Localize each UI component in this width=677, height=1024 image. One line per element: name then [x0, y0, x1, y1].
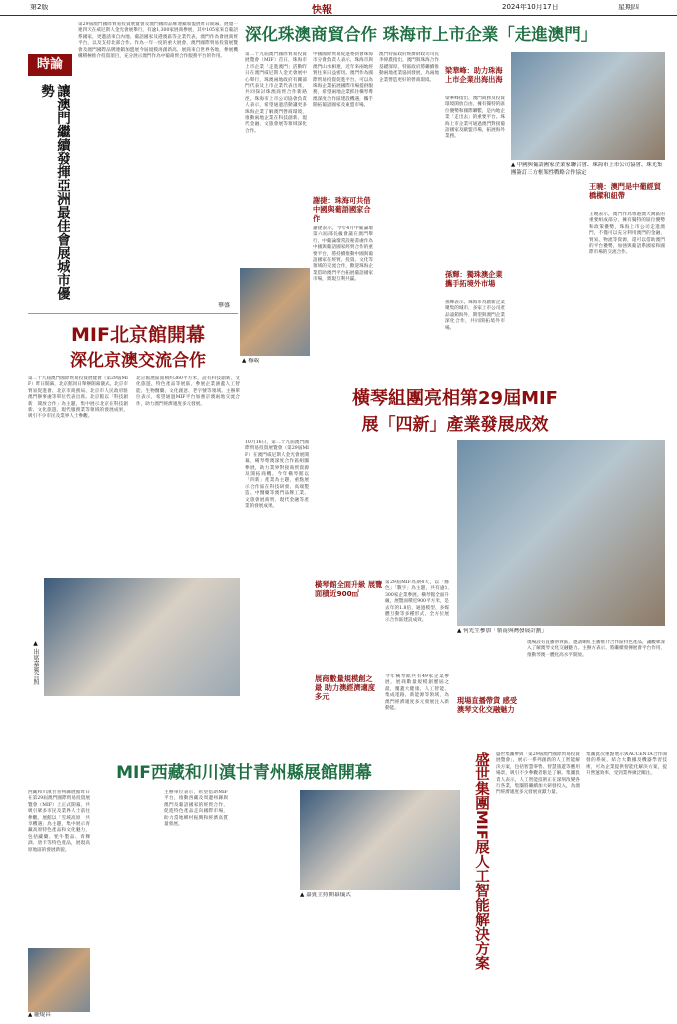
commentary-title: 讓澳門繼續發揮亞洲最佳會展城市優勢	[38, 84, 70, 300]
hengqin-headline2: 展「四新」產業發展成效	[361, 415, 549, 434]
top-story-sub4: 王曉：澳門是中葡經貿橋樑和紐帶	[589, 182, 661, 200]
commentary-section	[28, 22, 238, 314]
mif-beijing-photo-caption: ▲ 出席嘉賓合照	[32, 640, 39, 685]
commentary-body: 第29屆澳門國際貿易投資展覽會及澳門國際品牌連鎖加盟展昨日開幕，展覽一連四天在威尼斯人金光會展舉行，有逾1,300家展商參展，其中105家來自葡語系國家，更邀請來自內地、葡語國家及港澳區等企業代表，澳門作為會展商貿平台，以及支持北部合作。作為一年一度的重大展會，澳門國際貿易投資展覽會及澳門國際品牌連鎖加盟展今屆規模再創新高，展商來自世界各地，參展機構積極推介投資項目，充分展示澳門作為中葡商貿合作服務平台的作用。	[78, 22, 238, 60]
hengqin-sub1: 橫琴館全面升級 展覽面積近900㎡	[315, 580, 383, 598]
commentary-tag: 時論	[28, 54, 72, 76]
xizang-body-d	[234, 906, 298, 1018]
hengqin-body2: 第29屆MIF為期4天，以「綠色」「數字」為主題，共有逾1,300家企業參展。橫琴館全面升級，展覽面積近900平方米，是去年的1.8倍，通過模型、多媒體互動等多種形式，全方位展示合作區建設成效。	[385, 580, 449, 624]
hengqin-photo	[457, 440, 665, 626]
top-story-col3: 謝捷表示，今年4月中葡論壇第六屆部長級會議在澳門舉行，中葡論壇常設秘書處作為中國與葡語國家經貿合作的重要平台，將持續推動中國與葡語國家在經貿、投資、文化等領域的交流合作，歡迎珠海企業借助澳門平台拓展葡語國家市場，實現互利共贏。	[313, 226, 373, 283]
hengqin-body-b	[315, 440, 379, 576]
mif-beijing-body2: 北京館展區面積約360平方米，設有科技創新、文化旅遊、特色產品等展區，參展企業涵蓋人工智能、生物醫藥、文化創意、老字號等領域。主辦單位表示，希望通過MIF平台加強京澳兩地交流合作，助力澳門經濟適度多元發展。	[136, 376, 240, 407]
xizang-opening-photo	[300, 790, 460, 890]
xizang-body-c	[234, 790, 298, 902]
top-story-col6b	[511, 182, 583, 376]
top-story-photo-signing	[511, 52, 665, 160]
top-story-headline: 深化珠澳商貿合作 珠海市上市企業「走進澳門」	[245, 25, 598, 44]
top-story-sub3: 孫輝：獨珠澳企業攜手拓境外市場	[445, 270, 503, 288]
portrait-photo-mujing	[240, 268, 310, 356]
top-story-sub2: 梁華峰：助力珠海上市企業出海出海	[445, 66, 503, 84]
page-label: 第2版	[30, 4, 49, 11]
hengqin-section	[245, 384, 665, 746]
hengqin-body: 10月16日，第二十九屆澳門國際貿易投資展覽會（第29屆MIF）在澳門威尼斯人金光會展開幕，橫琴粵澳深度合作區組團參展，助力業界對接商貿資源及開拓商機。今年橫琴館以「四新」產業為主題，重點展示合作區在科技研發、高端製造、中醫藥等澳門品牌工業、文旅會展商貿、現代金融等產業的發展成果。	[245, 440, 309, 510]
hengqin-sub2: 展商數量規模創之最 助力澳經濟適度多元	[315, 674, 376, 701]
xizang-body-f	[386, 906, 460, 1018]
xizang-body: 西藏和川滇甘青州縣展館昨日在第29屆澳門國際貿易投資展覽會（MIF）上正式開幕，共吸引眾多市民及業界人士前往參觀。展館以「雪域高原 共享機遇」為主題，集中展示青藏高原特色產品和文化魅力，包括藏藥、牦牛製品、青稞酒、唐卡等特色產品，展現高原地區的發展新貌。	[28, 790, 90, 853]
hengqin-body-c	[385, 440, 449, 570]
hengqin-body4: 現場設有直播帶貨區，邀請網紅主播推介合作區特色產品，讓觀眾深入了解澳琴文化交融魅力。主辦方表示，將繼續發揮展會平台作用，推動琴澳一體化高水平開放。	[527, 640, 665, 658]
mif-beijing-section	[28, 320, 240, 698]
xizang-section	[28, 758, 460, 1020]
top-story-col5: 梁華峰指出，澳門商務及投資環境開放自由，擁有獨特的區位優勢和國際聯繫，是內地企業「走出去」的重要平台。珠海上市企業可通過澳門對接葡語國家及歐盟市場，拓展海外業務。	[445, 96, 505, 140]
portrait-caption-mujing: ▲ 穆兢	[242, 358, 260, 364]
weekday: 星期四	[618, 4, 639, 11]
masthead: 快報	[312, 5, 332, 16]
top-story-col7: 王曉表示，澳門作為粵港澳大灣區的重要組成部分，擁有獨特的區位優勢和政策優勢，珠海上市公司走進澳門，不僅可以充分利用澳門的金融、貿易、物流等資源，還可以借助澳門的平台優勢，加強與葡語系國家和國際市場的交流合作。	[589, 212, 665, 256]
shengshi-section	[462, 752, 667, 1020]
top-story-col2: 中國國際貿易促進委員會珠海市分會負責人表示，珠海市與澳門山水相連，近年來兩地經貿往來日益密切。澳門作為國際貿易投資促進平台，可以為珠海企業拓展國際市場提供服務，希望兩地企業抓住橫琴粵澳深度合作區建設機遇，攜手開拓葡語國家及東盟市場。	[313, 52, 373, 109]
xizang-body-b	[96, 790, 158, 1018]
xizang-headline: MIF西藏和川滇甘青州縣展館開幕	[116, 763, 372, 783]
xizang-photo-caption: ▲ 嘉賓主持開幕儀式	[300, 892, 351, 898]
mif-beijing-headline1: MIF北京館開幕	[71, 324, 205, 346]
xizang-body2: 主辦單位表示，希望借助MIF平台，推動西藏及周邊州縣與澳門及葡語國家的經貿合作，促進特色產品走向國際市場，助力當地鄉村振興和經濟高質量發展。	[164, 790, 228, 828]
xizang-portrait-caption: ▲ 龐焜昌	[28, 1012, 51, 1018]
xizang-portrait	[28, 948, 90, 1012]
hengqin-body3: 今年橫琴館共有49家企業參展，展商數量規模創歷屆之最，覆蓋大健康、人工智能、集成電路、新能源等領域，為澳門經濟適度多元發展注入新動能。	[385, 674, 449, 712]
shengshi-body2: 集團此次重點展示與ACCENTA合作開發的系統，結合大數據及機器學習技術，可為企業提供智能化解決方案，提升營運效率，受到業界廣泛關注。	[586, 752, 667, 777]
mif-beijing-photo	[44, 578, 240, 696]
hengqin-photo-caption: ▲ 何先生參加「嶺南與灣發展計劃」	[457, 628, 547, 634]
date: 2024年10月17日	[502, 4, 559, 11]
commentary-byline: 華盛	[218, 302, 231, 309]
top-story-col1: 第二十九屆澳門國際貿易投資展覽會（MIF）首日，珠海市上市企業「走進澳門」活動昨日在澳門威尼斯人金光會展中心舉行，珠澳兩地政府有關部門代表及上市企業代表出席，共同探討珠澳商貿合作新路徑。珠海市上市公司協會負責人表示，希望通過活動讓更多珠海企業了解澳門營商環境，推動兩地企業在科技創新、現代金融、文旅會展等領域深化合作。	[245, 52, 307, 134]
top-story-col6: 孫輝表示，珠海市為創新企業聚集的城市，多家上市公司產品遠銷海外，期望與澳門企業深化合作，共同開拓境外市場。	[445, 300, 505, 331]
top-story-sub1: 謝捷：珠海可共借中國與葡語國家合作	[313, 196, 371, 223]
shengshi-body: 盛世集團參與「第29屆澳門國際貿易投資展覽會」，展示一系列創新的人工智能解決方案，包括智慧零售、智慧旅遊等應用場景，吸引不少參觀者駐足了解。集團負責人表示，人工智能技術正在深刻改變各行各業，集團將繼續加大研發投入，為澳門經濟適度多元發展貢獻力量。	[496, 752, 580, 796]
xizang-body-e	[304, 906, 380, 1018]
page-header	[0, 0, 677, 16]
hengqin-sub3: 現場直播帶貨 感受澳琴文化交融魅力	[457, 696, 518, 714]
top-story-photo1-caption: ▲ 中國與葡語國家企業家聯合會、珠海市上市公司協會、珠光集團簽訂三方框架性戰略合作協定	[511, 162, 663, 176]
mif-beijing-body: 第二十九屆澳門國際貿易投資展覽會（第29屆MIF）昨日開幕，北京館同日舉辦開幕儀式。北京市貿易促進會、北京市商務局、北京市人民政府駐澳門辦事處等單位代表出席。北京館以「科技創新 開放合作」為主題，集中展示北京在科技創新、文化旅遊、現代服務業等領域的發展成果，吸引不少市民及業界人士參觀。	[28, 376, 128, 420]
mif-beijing-headline2: 深化京澳交流合作	[70, 351, 206, 370]
hengqin-headline1: 橫琴組團亮相第29屆MIF	[352, 388, 558, 409]
shengshi-headline: 盛世集團MIF展人工智能解決方案	[473, 752, 489, 971]
top-story-col4: 澳門特區政府經濟財政司司長李偉農指出，澳門與珠海合作基礎深厚，特區政府將繼續推動兩地產業協同發展，為兩地企業營造更好的營商環境。	[379, 52, 439, 83]
